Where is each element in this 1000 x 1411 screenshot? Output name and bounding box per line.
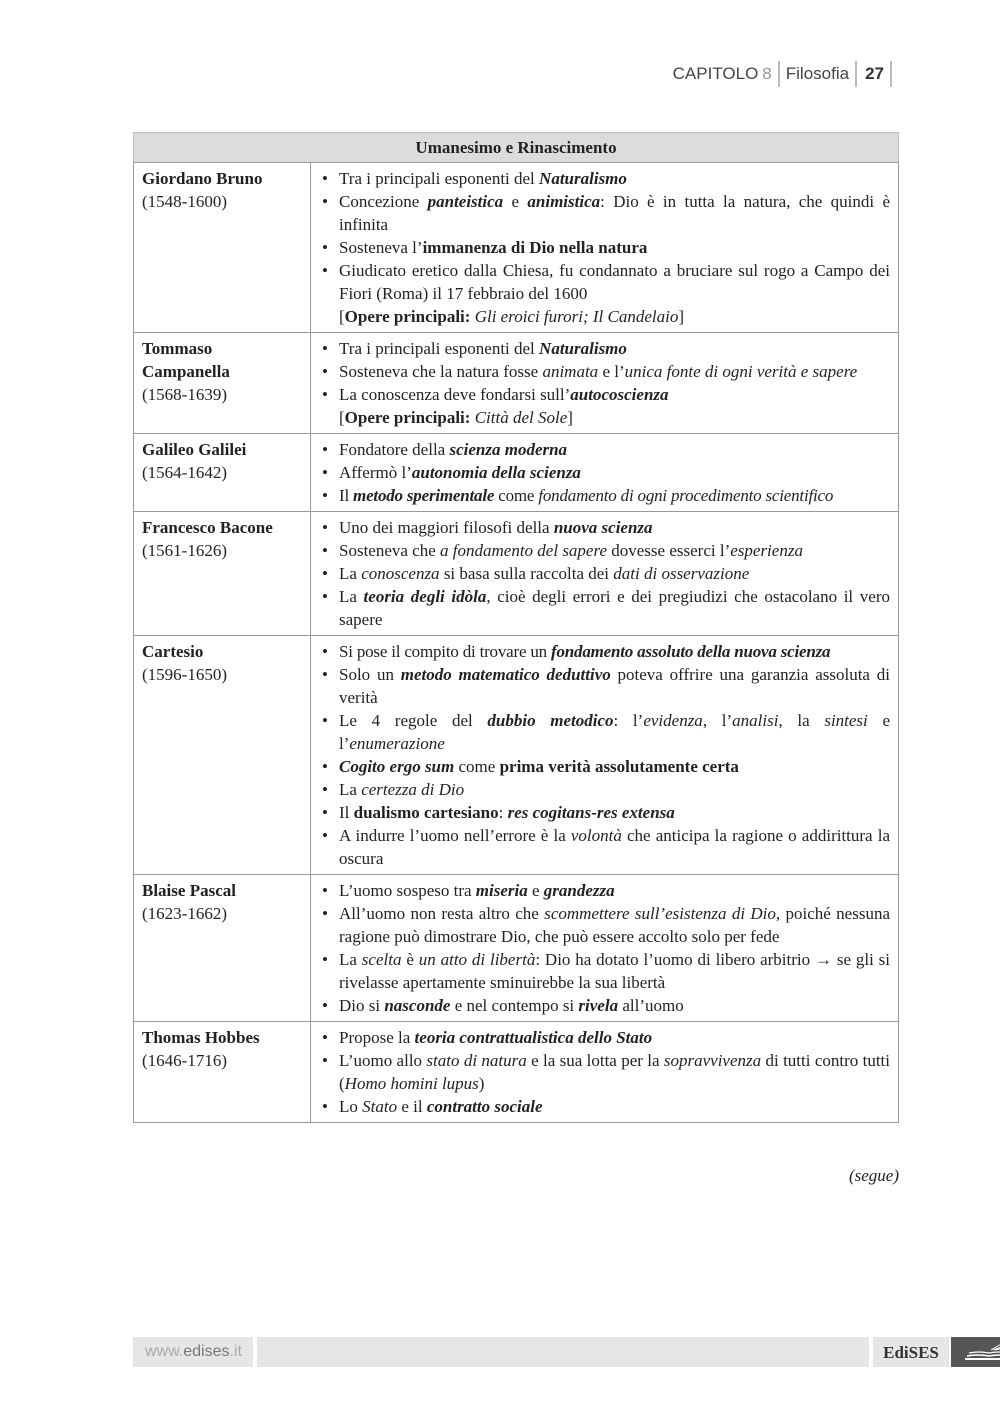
list-item: • Il metodo sperimentale come fondamento di ogni procedimento scientifico — [319, 484, 890, 507]
subject-label: Filosofia — [785, 64, 850, 83]
philosophers-table — [133, 132, 899, 1123]
philosopher-cell — [134, 434, 311, 512]
page-number: 27 — [865, 64, 884, 83]
philosopher-dates: (1623-1662) — [142, 904, 227, 923]
philosopher-name: Tommaso Campanella — [142, 339, 230, 381]
list-item: • Sosteneva che a fondamento del sapere dovesse esserci l’esperienza — [319, 539, 890, 562]
chapter-number: 8 — [762, 64, 772, 83]
philosopher-cell — [134, 1022, 311, 1123]
list-item: • La conoscenza deve fondarsi sull’autocoscienza — [319, 383, 890, 406]
works-reference: [Opere principali: Città del Sole] — [339, 408, 573, 427]
works-reference: [Opere principali: Gli eroici furori; Il Candelaio] — [339, 307, 685, 326]
list-item: • Solo un metodo matematico deduttivo poteva offrire una garanzia assoluta di verità — [319, 663, 890, 709]
list-item: • La teoria degli idòla, cioè degli errori e dei pregiudizi che ostacolano il vero sapere — [319, 585, 890, 631]
list-item: • Affermò l’autonomia della scienza — [319, 461, 890, 484]
points-cell — [311, 163, 899, 333]
philosopher-name: Giordano Bruno — [142, 169, 263, 188]
philosopher-name: Thomas Hobbes — [142, 1028, 260, 1047]
philosopher-cell — [134, 333, 311, 434]
list-item: • Lo Stato e il contratto sociale — [319, 1095, 890, 1118]
points-cell — [311, 333, 899, 434]
list-item: • Dio si nasconde e nel contempo si rivela all’uomo — [319, 994, 890, 1017]
points-cell — [311, 636, 899, 875]
philosopher-dates: (1548-1600) — [142, 192, 227, 211]
list-item: • L’uomo sospeso tra miseria e grandezza — [319, 879, 890, 902]
book-icon — [951, 1337, 1000, 1367]
table-row — [134, 636, 899, 875]
points-cell — [311, 434, 899, 512]
header-divider — [890, 61, 892, 87]
table-title: Umanesimo e Rinascimento — [134, 133, 899, 163]
list-item: • Propose la teoria contrattualistica dello Stato — [319, 1026, 890, 1049]
list-item: • All’uomo non resta altro che scommettere sull’esistenza di Dio, poiché nessuna ragione può dimostrare Dio, che può essere accolto solo per fede — [319, 902, 890, 948]
page-footer — [133, 1337, 1000, 1367]
table-row — [134, 163, 899, 333]
philosopher-name: Francesco Bacone — [142, 518, 273, 537]
table-row — [134, 875, 899, 1022]
chapter-label: CAPITOLO — [672, 64, 759, 83]
list-item: • La certezza di Dio — [319, 778, 890, 801]
philosopher-dates: (1596-1650) — [142, 665, 227, 684]
list-item: • Si pose il compito di trovare un fondamento assoluto della nuova scienza — [319, 640, 890, 663]
table-row — [134, 1022, 899, 1123]
philosopher-dates: (1568-1639) — [142, 385, 227, 404]
list-item: • L’uomo allo stato di natura e la sua lotta per la sopravvivenza di tutti contro tutti (Homo homini lupus) — [319, 1049, 890, 1095]
footer-bar — [257, 1337, 869, 1367]
list-item: • La conoscenza si basa sulla raccolta dei dati di osservazione — [319, 562, 890, 585]
table-row — [134, 512, 899, 636]
header-divider — [778, 61, 780, 87]
list-item: • Le 4 regole del dubbio metodico: l’evidenza, l’analisi, la sintesi e l’enumerazione — [319, 709, 890, 755]
table-row — [134, 434, 899, 512]
philosopher-cell — [134, 512, 311, 636]
list-item: • A indurre l’uomo nell’errore è la volontà che anticipa la ragione o addirittura la oscura — [319, 824, 890, 870]
list-item: • Fondatore della scienza moderna — [319, 438, 890, 461]
points-cell — [311, 1022, 899, 1123]
list-item: • Concezione panteistica e animistica: Dio è in tutta la natura, che quindi è infinita — [319, 190, 890, 236]
philosopher-cell — [134, 163, 311, 333]
list-item: • Uno dei maggiori filosofi della nuova scienza — [319, 516, 890, 539]
list-item: • Tra i principali esponenti del Naturalismo — [319, 337, 890, 360]
philosopher-dates: (1646-1716) — [142, 1051, 227, 1070]
philosopher-dates: (1561-1626) — [142, 541, 227, 560]
publisher-logo: EdiSES — [873, 1337, 949, 1367]
points-cell — [311, 875, 899, 1022]
philosopher-name: Blaise Pascal — [142, 881, 236, 900]
list-item: • La scelta è un atto di libertà: Dio ha dotato l’uomo di libero arbitrio → se gli si rivelasse apertamente sminuirebbe la sua libertà — [319, 948, 890, 994]
continued-note: (segue) — [848, 1166, 899, 1185]
list-item: • Sosteneva l’immanenza di Dio nella natura — [319, 236, 890, 259]
header-divider — [855, 61, 857, 87]
list-item: • Tra i principali esponenti del Naturalismo — [319, 167, 890, 190]
table-row — [134, 333, 899, 434]
list-item: • Cogito ergo sum come prima verità assolutamente certa — [319, 755, 890, 778]
list-item: • Il dualismo cartesiano: res cogitans-res extensa — [319, 801, 890, 824]
philosopher-cell — [134, 636, 311, 875]
philosopher-name: Galileo Galilei — [142, 440, 247, 459]
philosopher-dates: (1564-1642) — [142, 463, 227, 482]
philosopher-cell — [134, 875, 311, 1022]
philosopher-name: Cartesio — [142, 642, 204, 661]
list-item: • Sosteneva che la natura fosse animata e l’unica fonte di ogni verità e sapere — [319, 360, 890, 383]
running-header — [673, 60, 898, 88]
list-item: • Giudicato eretico dalla Chiesa, fu condannato a bruciare sul rogo a Campo dei Fiori (Roma) il 17 febbraio del 1600 — [319, 259, 890, 305]
website-label: www.edises.it — [133, 1337, 253, 1367]
points-cell — [311, 512, 899, 636]
